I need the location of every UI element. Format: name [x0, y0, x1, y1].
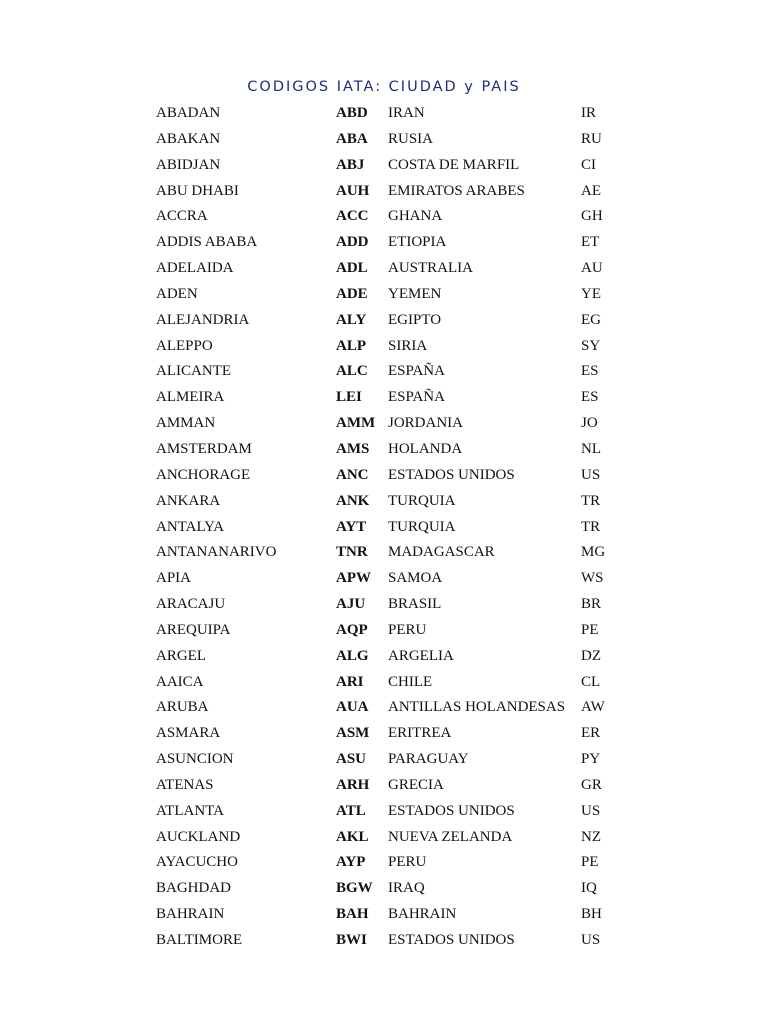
city-cell: ABIDJAN — [156, 156, 221, 173]
table-row — [0, 204, 768, 230]
iata-code-cell: BAH — [336, 906, 369, 923]
table-row — [0, 695, 768, 721]
iata-code-cell: ARH — [336, 776, 370, 793]
iata-code-cell: ACC — [336, 208, 369, 225]
country-cell: PERU — [388, 621, 427, 638]
table-row — [0, 127, 768, 153]
iata-code-cell: LEI — [336, 389, 362, 406]
city-cell: ADDIS ABABA — [156, 234, 258, 251]
city-cell: ASUNCION — [156, 751, 234, 768]
country-cell: ERITREA — [388, 725, 452, 742]
country-cell: ESPAÑA — [388, 363, 445, 380]
table-row — [0, 308, 768, 334]
country-code-cell: TR — [581, 518, 601, 535]
city-cell: AREQUIPA — [156, 621, 231, 638]
country-cell: IRAQ — [388, 880, 425, 897]
country-code-cell: JO — [581, 415, 598, 432]
table-row — [0, 825, 768, 851]
country-cell: BRASIL — [388, 596, 442, 613]
country-cell: CHILE — [388, 673, 433, 690]
page-title: CODIGOS IATA: CIUDAD y PAIS — [247, 79, 521, 95]
iata-code-cell: ASU — [336, 751, 367, 768]
iata-code-cell: ANC — [336, 466, 369, 483]
city-cell: AMMAN — [156, 415, 216, 432]
table-row — [0, 618, 768, 644]
table-row — [0, 850, 768, 876]
table-row — [0, 385, 768, 411]
city-cell: ANKARA — [156, 492, 221, 509]
country-code-cell: AE — [581, 182, 601, 199]
country-code-cell: YE — [581, 285, 601, 302]
iata-code-cell: AKL — [336, 828, 369, 845]
table-row — [0, 359, 768, 385]
country-cell: HOLANDA — [388, 440, 463, 457]
table-row — [0, 179, 768, 205]
country-cell: SIRIA — [388, 337, 428, 354]
country-code-cell: CL — [581, 673, 601, 690]
country-cell: TURQUIA — [388, 518, 456, 535]
country-code-cell: GH — [581, 208, 603, 225]
table-row — [0, 489, 768, 515]
country-code-cell: SY — [581, 337, 601, 354]
iata-code-cell: ALC — [336, 363, 368, 380]
table-row — [0, 411, 768, 437]
table-row — [0, 256, 768, 282]
country-code-cell: ES — [581, 363, 599, 380]
country-code-cell: MG — [581, 544, 606, 561]
city-cell: ABU DHABI — [156, 182, 239, 199]
city-cell: ALEPPO — [156, 337, 213, 354]
city-cell: BAHRAIN — [156, 906, 225, 923]
country-code-cell: PY — [581, 751, 601, 768]
city-cell: ABADAN — [156, 105, 221, 121]
country-cell: PERU — [388, 854, 427, 871]
table-row — [0, 437, 768, 463]
country-code-cell: PE — [581, 621, 599, 638]
table-row — [0, 230, 768, 256]
country-cell: EGIPTO — [388, 311, 442, 328]
city-cell: ARUBA — [156, 699, 209, 716]
table-row — [0, 101, 768, 127]
iata-code-cell: BGW — [336, 880, 373, 897]
country-cell: ETIOPIA — [388, 234, 447, 251]
iata-code-cell: AYP — [336, 854, 366, 871]
table-row — [0, 463, 768, 489]
iata-code-cell: AMM — [336, 415, 376, 432]
country-cell: ESTADOS UNIDOS — [388, 466, 515, 483]
country-code-cell: ET — [581, 234, 600, 251]
iata-code-cell: AYT — [336, 518, 367, 535]
iata-code-cell: ADL — [336, 260, 368, 277]
country-cell: NUEVA ZELANDA — [388, 828, 513, 845]
iata-code-cell: AQP — [336, 621, 368, 638]
city-cell: BAGHDAD — [156, 880, 231, 897]
table-row — [0, 721, 768, 747]
city-cell: ATLANTA — [156, 802, 224, 819]
table-row — [0, 928, 768, 954]
iata-code-cell: APW — [336, 570, 371, 587]
country-code-cell: US — [581, 932, 601, 948]
iata-code-cell: BWI — [336, 932, 367, 948]
city-cell: ALEJANDRIA — [156, 311, 250, 328]
iata-code-cell: AMS — [336, 440, 370, 457]
city-cell: ANTANANARIVO — [156, 544, 277, 561]
country-code-cell: PE — [581, 854, 599, 871]
country-code-cell: AU — [581, 260, 603, 277]
country-code-cell: NZ — [581, 828, 601, 845]
iata-code-cell: ABJ — [336, 156, 365, 173]
country-code-cell: GR — [581, 776, 602, 793]
iata-code-cell: ANK — [336, 492, 370, 509]
country-cell: ESTADOS UNIDOS — [388, 802, 515, 819]
city-cell: ABAKAN — [156, 130, 221, 147]
country-code-cell: BH — [581, 906, 602, 923]
country-code-cell: CI — [581, 156, 596, 173]
country-code-cell: ES — [581, 389, 599, 406]
country-code-cell: IQ — [581, 880, 597, 897]
city-cell: APIA — [156, 570, 192, 587]
city-cell: AMSTERDAM — [156, 440, 252, 457]
country-code-cell: BR — [581, 596, 602, 613]
country-cell: MADAGASCAR — [388, 544, 495, 561]
country-cell: ANTILLAS HOLANDESAS — [388, 699, 566, 716]
city-cell: ARGEL — [156, 647, 206, 664]
country-cell: AUSTRALIA — [388, 260, 473, 277]
iata-code-cell: ADD — [336, 234, 369, 251]
table-row — [0, 334, 768, 360]
table-row — [0, 282, 768, 308]
table-row — [0, 876, 768, 902]
country-cell: PARAGUAY — [388, 751, 469, 768]
country-cell: ESTADOS UNIDOS — [388, 932, 515, 948]
country-cell: TURQUIA — [388, 492, 456, 509]
city-cell: AYACUCHO — [156, 854, 238, 871]
country-code-cell: IR — [581, 105, 596, 121]
iata-code-cell: ALP — [336, 337, 366, 354]
iata-code-cell: ABA — [336, 130, 368, 147]
country-code-cell: ER — [581, 725, 601, 742]
country-cell: JORDANIA — [388, 415, 463, 432]
country-cell: SAMOA — [388, 570, 443, 587]
city-cell: ATENAS — [156, 776, 214, 793]
iata-code-cell: ABD — [336, 105, 368, 121]
country-cell: IRAN — [388, 105, 425, 121]
city-cell: BALTIMORE — [156, 932, 243, 948]
table-row — [0, 773, 768, 799]
country-cell: GHANA — [388, 208, 443, 225]
table-row — [0, 670, 768, 696]
country-code-cell: EG — [581, 311, 601, 328]
city-cell: ADEN — [156, 285, 198, 302]
country-code-cell: RU — [581, 130, 602, 147]
table-row — [0, 644, 768, 670]
city-cell: ACCRA — [156, 208, 208, 225]
country-cell: ESPAÑA — [388, 389, 445, 406]
city-cell: ANTALYA — [156, 518, 225, 535]
iata-code-cell: AJU — [336, 596, 366, 613]
iata-code-cell: ALY — [336, 311, 367, 328]
iata-code-cell: TNR — [336, 544, 368, 561]
country-code-cell: US — [581, 466, 601, 483]
iata-code-cell: ATL — [336, 802, 366, 819]
table-row — [0, 566, 768, 592]
country-cell: BAHRAIN — [388, 906, 457, 923]
country-cell: COSTA DE MARFIL — [388, 156, 520, 173]
city-cell: AUCKLAND — [156, 828, 241, 845]
country-cell: RUSIA — [388, 130, 434, 147]
table-row — [0, 515, 768, 541]
iata-code-cell: AUA — [336, 699, 369, 716]
country-code-cell: AW — [581, 699, 605, 716]
city-cell: ALICANTE — [156, 363, 231, 380]
country-cell: EMIRATOS ARABES — [388, 182, 525, 199]
country-code-cell: NL — [581, 440, 601, 457]
iata-code-cell: AUH — [336, 182, 370, 199]
country-cell: GRECIA — [388, 776, 444, 793]
city-cell: ALMEIRA — [156, 389, 225, 406]
city-cell: ASMARA — [156, 725, 221, 742]
iata-code-cell: ARI — [336, 673, 364, 690]
iata-code-cell: ASM — [336, 725, 370, 742]
table-row — [0, 799, 768, 825]
country-cell: YEMEN — [388, 285, 442, 302]
table-row — [0, 592, 768, 618]
city-cell: ADELAIDA — [156, 260, 234, 277]
country-code-cell: WS — [581, 570, 604, 587]
country-code-cell: DZ — [581, 647, 601, 664]
iata-code-table — [0, 101, 768, 954]
country-code-cell: US — [581, 802, 601, 819]
city-cell: ANCHORAGE — [156, 466, 251, 483]
iata-code-cell: ALG — [336, 647, 369, 664]
city-cell: ARACAJU — [156, 596, 226, 613]
table-row — [0, 540, 768, 566]
table-row — [0, 902, 768, 928]
iata-code-cell: ADE — [336, 285, 368, 302]
table-row — [0, 747, 768, 773]
city-cell: AAICA — [156, 673, 204, 690]
country-cell: ARGELIA — [388, 647, 454, 664]
country-code-cell: TR — [581, 492, 601, 509]
table-row — [0, 153, 768, 179]
